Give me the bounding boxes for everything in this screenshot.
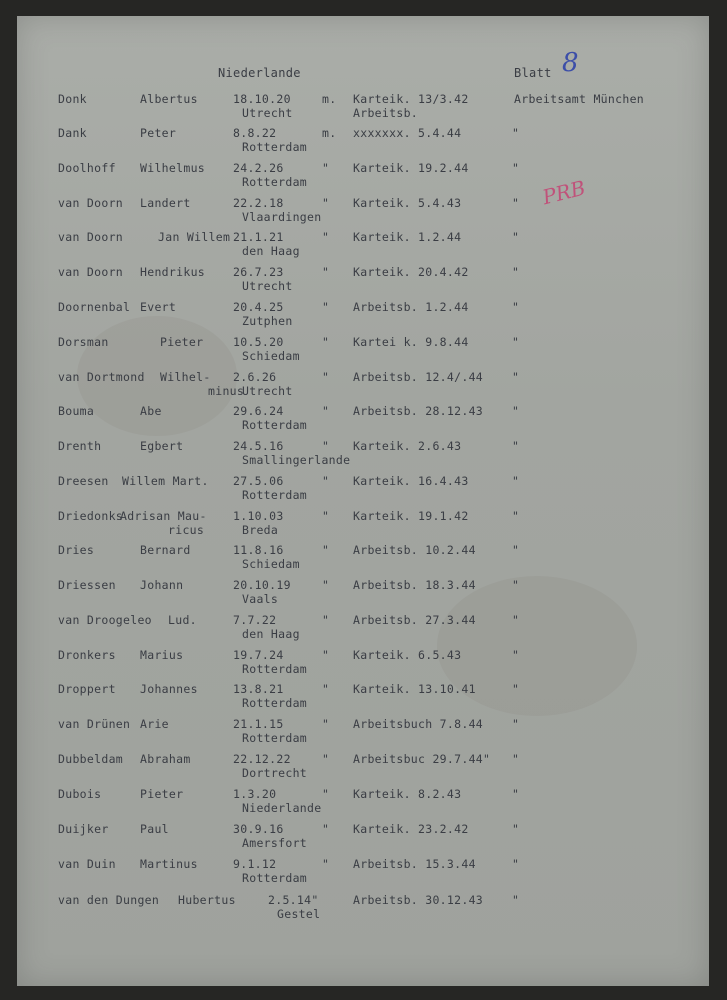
row-place: Schiedam bbox=[242, 349, 300, 363]
row-office: " bbox=[512, 126, 520, 140]
row-surname: Dreesen bbox=[58, 474, 109, 488]
row-surname: van Dortmond bbox=[58, 370, 145, 384]
row-date: 9.1.12 bbox=[233, 857, 277, 871]
row-date: 2.6.26 bbox=[233, 370, 277, 384]
row-sex: " bbox=[322, 857, 330, 871]
row-sex: " bbox=[322, 335, 330, 349]
row-given: Martinus bbox=[140, 857, 198, 871]
row-given: Arie bbox=[140, 717, 169, 731]
row-date: 21.1.21 bbox=[233, 230, 284, 244]
row-sex: " bbox=[322, 613, 330, 627]
row-office: " bbox=[512, 230, 520, 244]
row-source: xxxxxxx. 5.4.44 bbox=[353, 126, 462, 140]
row-surname: van Doorn bbox=[58, 196, 124, 210]
row-given: Willem Mart. bbox=[122, 474, 209, 488]
row-source: Karteik. 5.4.43 bbox=[353, 196, 462, 210]
row-sex: " bbox=[322, 370, 330, 384]
row-source: Karteik. 13.10.41 bbox=[353, 682, 476, 696]
row-place: den Haag bbox=[242, 244, 300, 258]
row-date: 20.4.25 bbox=[233, 300, 284, 314]
row-given: Hubertus bbox=[178, 893, 236, 907]
row-given: Pieter bbox=[140, 787, 184, 801]
row-source2: Arbeitsb. bbox=[353, 106, 419, 120]
row-given: Peter bbox=[140, 126, 177, 140]
row-office: " bbox=[512, 509, 520, 523]
row-surname: Doornenbal bbox=[58, 300, 131, 314]
row-source: Karteik. 8.2.43 bbox=[353, 787, 462, 801]
blatt-number: 8 bbox=[562, 48, 579, 78]
row-given: Marius bbox=[140, 648, 184, 662]
row-date: 13.8.21 bbox=[233, 682, 284, 696]
row-office: " bbox=[512, 682, 520, 696]
row-sex: " bbox=[322, 648, 330, 662]
row-source: Karteik. 20.4.42 bbox=[353, 265, 469, 279]
row-surname: van Droogeleo bbox=[58, 613, 152, 627]
row-source: Arbeitsb. 18.3.44 bbox=[353, 578, 476, 592]
row-given: Evert bbox=[140, 300, 177, 314]
row-office: " bbox=[512, 300, 520, 314]
row-sex: " bbox=[322, 787, 330, 801]
row-place: Amersfort bbox=[242, 836, 308, 850]
row-sex: " bbox=[322, 230, 330, 244]
row-given: Albertus bbox=[140, 92, 198, 106]
row-place: Rotterdam bbox=[242, 175, 308, 189]
row-surname: van Doorn bbox=[58, 230, 124, 244]
row-surname: Driedonks bbox=[58, 509, 124, 523]
row-source: Karteik. 2.6.43 bbox=[353, 439, 462, 453]
row-date: 22.2.18 bbox=[233, 196, 284, 210]
row-date: 18.10.20 bbox=[233, 92, 291, 106]
row-sex: " bbox=[322, 439, 330, 453]
row-given: Landert bbox=[140, 196, 191, 210]
row-source: Karteik. 1.2.44 bbox=[353, 230, 462, 244]
row-source: Karteik. 16.4.43 bbox=[353, 474, 469, 488]
row-given: Jan Willem bbox=[158, 230, 231, 244]
row-place: Rotterdam bbox=[242, 488, 308, 502]
row-given: Bernard bbox=[140, 543, 191, 557]
row-date: 10.5.20 bbox=[233, 335, 284, 349]
row-office: " bbox=[512, 752, 520, 766]
row-given: Lud. bbox=[168, 613, 197, 627]
row-office: " bbox=[512, 613, 520, 627]
row-source: Karteik. 13/3.42 bbox=[353, 92, 469, 106]
row-place: Utrecht bbox=[242, 279, 293, 293]
row-office: " bbox=[512, 893, 520, 907]
row-place: Rotterdam bbox=[242, 418, 308, 432]
row-given: Hendrikus bbox=[140, 265, 206, 279]
row-given: Johann bbox=[140, 578, 184, 592]
row-place: Utrecht bbox=[242, 106, 293, 120]
row-source: Karteik. 6.5.43 bbox=[353, 648, 462, 662]
row-place: Zutphen bbox=[242, 314, 293, 328]
row-office: " bbox=[512, 717, 520, 731]
row-source: Arbeitsb. 15.3.44 bbox=[353, 857, 476, 871]
row-source: Arbeitsb. 10.2.44 bbox=[353, 543, 476, 557]
handwritten-stamp: PRB bbox=[540, 175, 588, 210]
row-office: " bbox=[512, 404, 520, 418]
row-given: Egbert bbox=[140, 439, 184, 453]
row-source: Karteik. 19.1.42 bbox=[353, 509, 469, 523]
row-source: Kartei k. 9.8.44 bbox=[353, 335, 469, 349]
row-surname: Drenth bbox=[58, 439, 102, 453]
row-given: Paul bbox=[140, 822, 169, 836]
row-surname: Dorsman bbox=[58, 335, 109, 349]
row-given: Johannes bbox=[140, 682, 198, 696]
row-sex: " bbox=[322, 543, 330, 557]
row-place: Vlaardingen bbox=[242, 210, 322, 224]
row-sex: " bbox=[322, 752, 330, 766]
row-place: Niederlande bbox=[242, 801, 322, 815]
row-surname: Driessen bbox=[58, 578, 116, 592]
row-surname: van den Dungen bbox=[58, 893, 160, 907]
row-date: 22.12.22 bbox=[233, 752, 291, 766]
row-date: 29.6.24 bbox=[233, 404, 284, 418]
row-given2: ricus bbox=[168, 523, 205, 537]
row-place: Rotterdam bbox=[242, 696, 308, 710]
row-source: Karteik. 19.2.44 bbox=[353, 161, 469, 175]
row-place: Utrecht bbox=[242, 384, 293, 398]
row-place: den Haag bbox=[242, 627, 300, 641]
row-sex: " bbox=[322, 578, 330, 592]
row-date: 7.7.22 bbox=[233, 613, 277, 627]
row-surname: Bouma bbox=[58, 404, 95, 418]
row-date: 8.8.22 bbox=[233, 126, 277, 140]
row-source: Arbeitsb. 28.12.43 bbox=[353, 404, 484, 418]
row-surname: van Duin bbox=[58, 857, 116, 871]
row-date: 2.5.14" bbox=[268, 893, 319, 907]
row-place: Rotterdam bbox=[242, 871, 308, 885]
row-date: 11.8.16 bbox=[233, 543, 284, 557]
row-office: " bbox=[512, 161, 520, 175]
row-source: Arbeitsbuch 7.8.44 bbox=[353, 717, 484, 731]
row-office: " bbox=[512, 822, 520, 836]
row-place: Breda bbox=[242, 523, 279, 537]
row-office: " bbox=[512, 265, 520, 279]
row-sex: " bbox=[322, 196, 330, 210]
row-sex: " bbox=[322, 682, 330, 696]
row-given: Pieter bbox=[160, 335, 204, 349]
row-date: 1.10.03 bbox=[233, 509, 284, 523]
row-given: Abe bbox=[140, 404, 162, 418]
row-sex: " bbox=[322, 474, 330, 488]
row-date: 24.2.26 bbox=[233, 161, 284, 175]
row-surname: Dronkers bbox=[58, 648, 116, 662]
row-sex: " bbox=[322, 265, 330, 279]
row-surname: Dank bbox=[58, 126, 87, 140]
row-place: Rotterdam bbox=[242, 140, 308, 154]
row-sex: m. bbox=[322, 92, 337, 106]
row-office: " bbox=[512, 543, 520, 557]
row-office: Arbeitsamt München bbox=[514, 92, 645, 106]
row-surname: Droppert bbox=[58, 682, 116, 696]
row-date: 20.10.19 bbox=[233, 578, 291, 592]
row-office: " bbox=[512, 787, 520, 801]
row-office: " bbox=[512, 857, 520, 871]
row-given: Adrisan Mau- bbox=[120, 509, 207, 523]
row-given: Wilhel- bbox=[160, 370, 211, 384]
row-surname: Duijker bbox=[58, 822, 109, 836]
row-given: Abraham bbox=[140, 752, 191, 766]
row-office: " bbox=[512, 474, 520, 488]
row-sex: " bbox=[322, 300, 330, 314]
row-source: Arbeitsb. 1.2.44 bbox=[353, 300, 469, 314]
row-place: Gestel bbox=[277, 907, 321, 921]
row-given2: minus bbox=[208, 384, 245, 398]
row-place: Schiedam bbox=[242, 557, 300, 571]
row-sex: " bbox=[322, 717, 330, 731]
row-date: 27.5.06 bbox=[233, 474, 284, 488]
row-place: Dortrecht bbox=[242, 766, 308, 780]
row-surname: Donk bbox=[58, 92, 87, 106]
row-office: " bbox=[512, 648, 520, 662]
row-surname: Dries bbox=[58, 543, 95, 557]
row-office: " bbox=[512, 439, 520, 453]
row-date: 24.5.16 bbox=[233, 439, 284, 453]
row-source: Arbeitsb. 12.4/.44 bbox=[353, 370, 484, 384]
row-sex: " bbox=[322, 822, 330, 836]
row-source: Arbeitsb. 27.3.44 bbox=[353, 613, 476, 627]
row-date: 26.7.23 bbox=[233, 265, 284, 279]
row-place: Rotterdam bbox=[242, 662, 308, 676]
row-place: Vaals bbox=[242, 592, 279, 606]
row-surname: Dubois bbox=[58, 787, 102, 801]
row-date: 1.3.20 bbox=[233, 787, 277, 801]
row-source: Arbeitsb. 30.12.43 bbox=[353, 893, 484, 907]
row-office: " bbox=[512, 370, 520, 384]
row-surname: van Doorn bbox=[58, 265, 124, 279]
row-date: 19.7.24 bbox=[233, 648, 284, 662]
row-source: Karteik. 23.2.42 bbox=[353, 822, 469, 836]
row-office: " bbox=[512, 578, 520, 592]
row-place: Smallingerlande bbox=[242, 453, 351, 467]
row-office: " bbox=[512, 335, 520, 349]
row-sex: " bbox=[322, 404, 330, 418]
row-surname: van Drünen bbox=[58, 717, 131, 731]
row-sex: m. bbox=[322, 126, 337, 140]
row-date: 30.9.16 bbox=[233, 822, 284, 836]
row-place: Rotterdam bbox=[242, 731, 308, 745]
row-sex: " bbox=[322, 161, 330, 175]
blatt-label: Blatt bbox=[514, 66, 552, 80]
page-title: Niederlande bbox=[218, 66, 301, 80]
row-surname: Dubbeldam bbox=[58, 752, 124, 766]
row-office: " bbox=[512, 196, 520, 210]
row-source: Arbeitsbuc 29.7.44" bbox=[353, 752, 491, 766]
row-date: 21.1.15 bbox=[233, 717, 284, 731]
row-sex: " bbox=[322, 509, 330, 523]
row-surname: Doolhoff bbox=[58, 161, 116, 175]
row-given: Wilhelmus bbox=[140, 161, 206, 175]
